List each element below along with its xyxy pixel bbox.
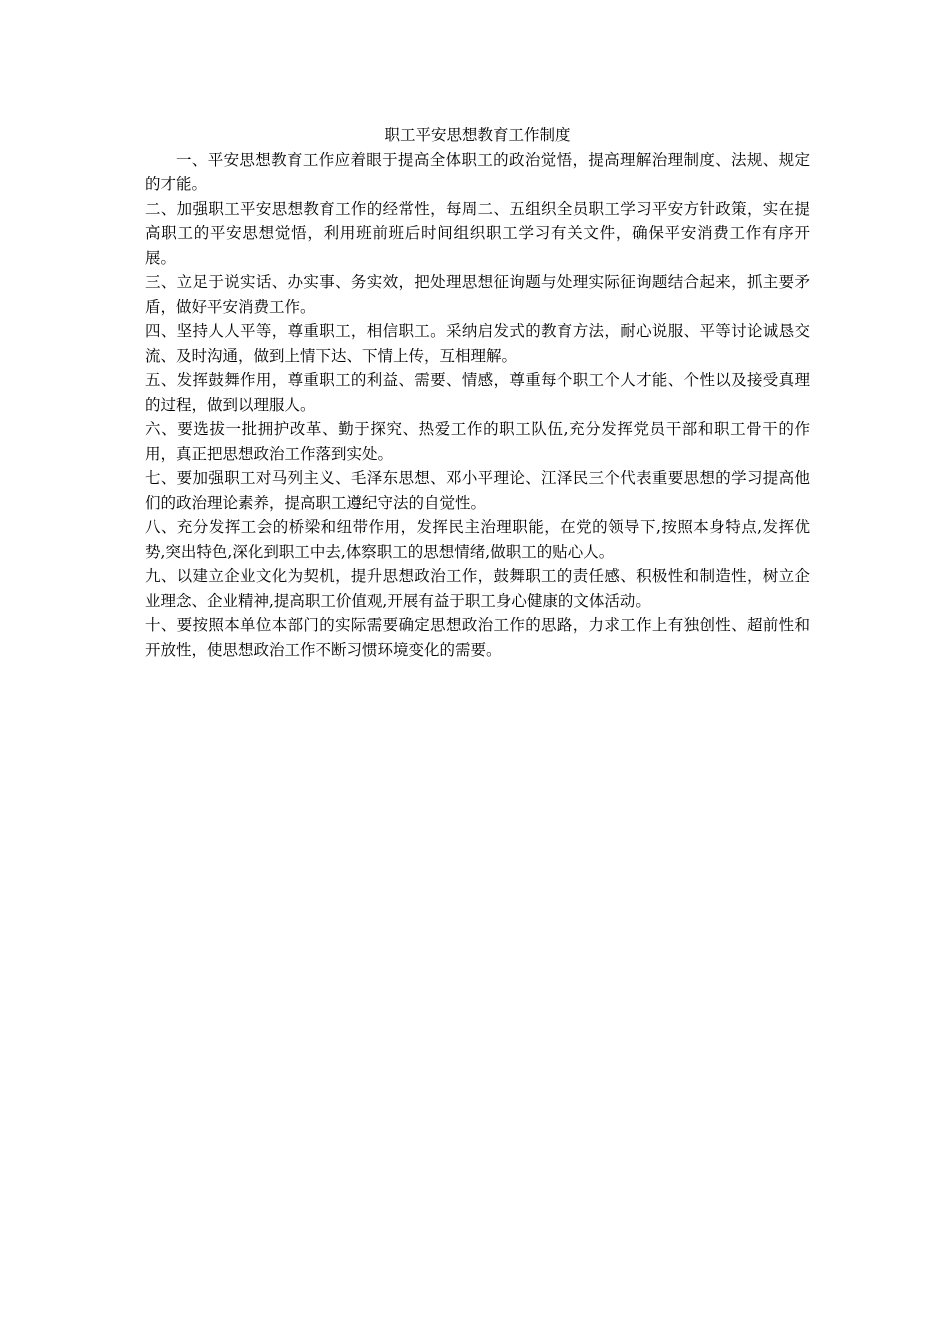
paragraph-9: 九、以建立企业文化为契机，提升思想政治工作，鼓舞职工的责任感、积极性和制造性，树立企业理念、企业精神,提高职工价值观,开展有益于职工身心健康的文体活动。 [145,567,810,610]
paragraph-4: 四、坚持人人平等，尊重职工，相信职工。采纳启发式的教育方法，耐心说服、平等讨论诚恳交流、及时沟通，做到上情下达、下情上传，互相理解。 [145,322,810,365]
paragraph-7: 七、要加强职工对马列主义、毛泽东思想、邓小平理论、江泽民三个代表重要思想的学习提高他们的政治理论素养，提高职工遵纪守法的自觉性。 [145,469,810,512]
paragraph-5: 五、发挥鼓舞作用，尊重职工的利益、需要、情感，尊重每个职工个人才能、个性以及接受真理的过程，做到以理服人。 [145,371,810,414]
paragraph-1: 一、平安思想教育工作应着眼于提高全体职工的政治觉悟，提高理解治理制度、法规、规定的才能。 [145,150,810,193]
document-title: 职工平安思想教育工作制度 [384,126,571,144]
paragraph-10: 十、要按照本单位本部门的实际需要确定思想政治工作的思路，力求工作上有独创性、超前性和开放性，使思想政治工作不断习惯环境变化的需要。 [145,616,810,659]
paragraph-8: 八、充分发挥工会的桥梁和纽带作用，发挥民主治理职能，在党的领导下,按照本身特点,发挥优势,突出特色,深化到职工中去,体察职工的思想情绪,做职工的贴心人。 [145,518,810,561]
paragraph-6: 六、要选拔一批拥护改革、勤于探究、热爱工作的职工队伍,充分发挥党员干部和职工骨干的作用，真正把思想政治工作落到实处。 [145,420,810,463]
paragraph-2: 二、加强职工平安思想教育工作的经常性，每周二、五组织全员职工学习平安方针政策，实在提高职工的平安思想觉悟，利用班前班后时间组织职工学习有关文件，确保平安消费工作有序开展。 [145,199,810,267]
document-body [145,123,810,662]
paragraph-3: 三、立足于说实话、办实事、务实效，把处理思想征询题与处理实际征询题结合起来，抓主要矛盾，做好平安消费工作。 [145,273,810,316]
